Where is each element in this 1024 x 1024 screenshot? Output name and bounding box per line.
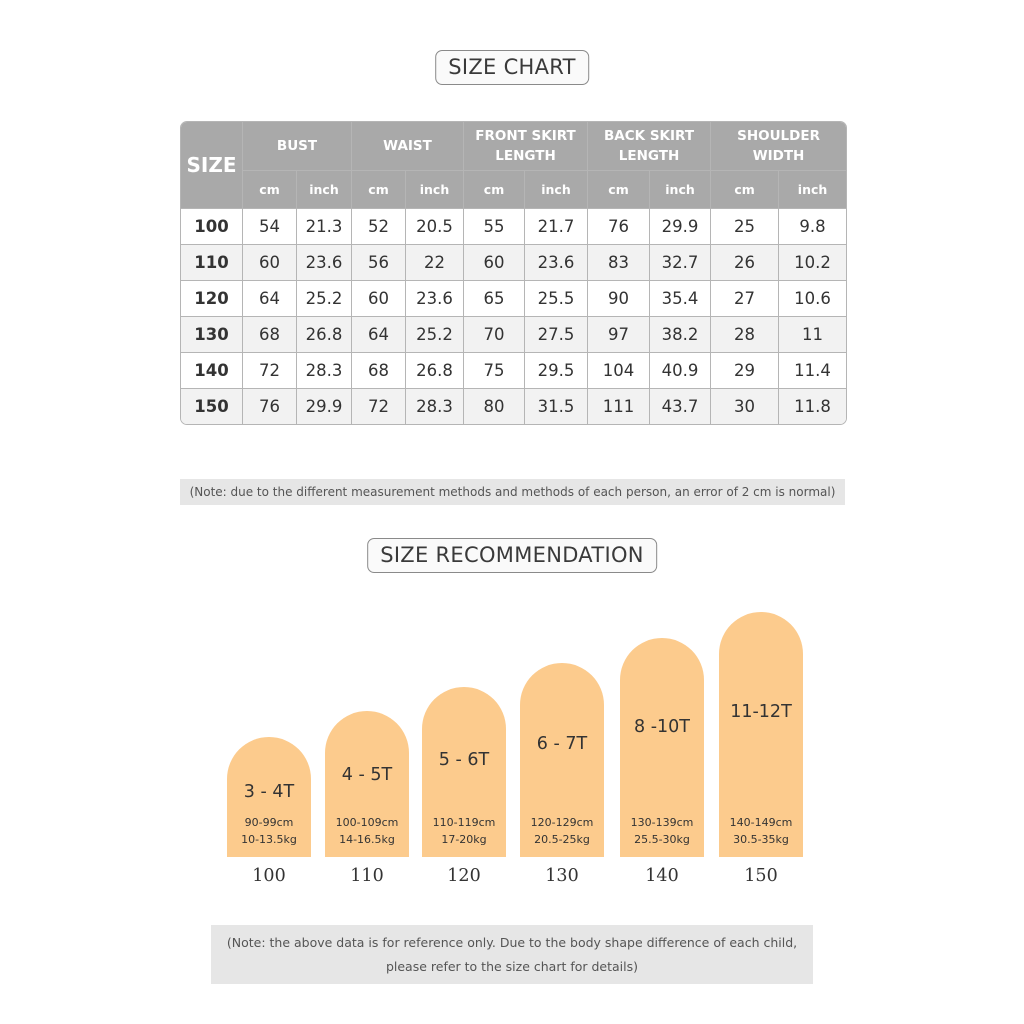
table-cell: 64 bbox=[352, 317, 406, 353]
size-number-label: 130 bbox=[545, 866, 579, 886]
table-cell: 40.9 bbox=[650, 353, 711, 389]
table-cell: 60 bbox=[352, 281, 406, 317]
unit-cm-header: cm bbox=[352, 171, 406, 209]
unit-inch-header: inch bbox=[406, 171, 464, 209]
table-cell: 104 bbox=[588, 353, 650, 389]
age-range-label: 6 - 7T bbox=[536, 734, 588, 754]
table-cell: 60 bbox=[464, 245, 525, 281]
table-cell: 25 bbox=[711, 209, 779, 245]
height-range: 130-139cm bbox=[630, 816, 694, 829]
unit-inch-header: inch bbox=[297, 171, 352, 209]
table-cell: 55 bbox=[464, 209, 525, 245]
table-cell: 38.2 bbox=[650, 317, 711, 353]
size-cell: 110 bbox=[181, 245, 243, 281]
size-number-label: 150 bbox=[744, 866, 778, 886]
table-cell: 60 bbox=[243, 245, 297, 281]
shoulder-width-header: SHOULDER WIDTH bbox=[711, 122, 846, 171]
weight-range: 17-20kg bbox=[441, 833, 487, 846]
table-row bbox=[181, 353, 846, 389]
table-cell: 21.7 bbox=[525, 209, 588, 245]
table-cell: 29.5 bbox=[525, 353, 588, 389]
table-cell: 21.3 bbox=[297, 209, 352, 245]
table-cell: 68 bbox=[243, 317, 297, 353]
size-cell: 140 bbox=[181, 353, 243, 389]
table-cell: 111 bbox=[588, 389, 650, 424]
table-cell: 27 bbox=[711, 281, 779, 317]
table-cell: 25.2 bbox=[406, 317, 464, 353]
table-cell: 26 bbox=[711, 245, 779, 281]
height-range: 110-119cm bbox=[432, 816, 496, 829]
unit-cm-header: cm bbox=[243, 171, 297, 209]
age-range-label: 11-12T bbox=[730, 702, 792, 722]
table-cell: 9.8 bbox=[779, 209, 846, 245]
weight-range: 20.5-25kg bbox=[534, 833, 590, 846]
table-row bbox=[181, 245, 846, 281]
table-cell: 52 bbox=[352, 209, 406, 245]
table-cell: 29 bbox=[711, 353, 779, 389]
table-cell: 28 bbox=[711, 317, 779, 353]
table-cell: 76 bbox=[243, 389, 297, 424]
height-weight-label bbox=[422, 814, 506, 848]
table-cell: 30 bbox=[711, 389, 779, 424]
table-cell: 20.5 bbox=[406, 209, 464, 245]
table-row bbox=[181, 389, 846, 424]
size-number-label: 100 bbox=[252, 866, 286, 886]
age-range-label: 3 - 4T bbox=[243, 782, 295, 802]
table-cell: 26.8 bbox=[297, 317, 352, 353]
height-weight-label bbox=[325, 814, 409, 848]
table-cell: 11.4 bbox=[779, 353, 846, 389]
reference-note bbox=[211, 925, 813, 984]
table-cell: 27.5 bbox=[525, 317, 588, 353]
table-cell: 64 bbox=[243, 281, 297, 317]
weight-range: 14-16.5kg bbox=[339, 833, 395, 846]
table-cell: 23.6 bbox=[406, 281, 464, 317]
table-cell: 72 bbox=[352, 389, 406, 424]
unit-inch-header: inch bbox=[525, 171, 588, 209]
table-cell: 54 bbox=[243, 209, 297, 245]
table-cell: 25.5 bbox=[525, 281, 588, 317]
weight-range: 10-13.5kg bbox=[241, 833, 297, 846]
table-row bbox=[181, 317, 846, 353]
table-cell: 75 bbox=[464, 353, 525, 389]
table-cell: 35.4 bbox=[650, 281, 711, 317]
height-weight-label bbox=[520, 814, 604, 848]
size-column-header: SIZE bbox=[181, 122, 243, 209]
height-weight-label bbox=[719, 814, 803, 848]
table-cell: 29.9 bbox=[650, 209, 711, 245]
table-cell: 76 bbox=[588, 209, 650, 245]
table-cell: 26.8 bbox=[406, 353, 464, 389]
table-cell: 29.9 bbox=[297, 389, 352, 424]
unit-inch-header: inch bbox=[650, 171, 711, 209]
table-cell: 31.5 bbox=[525, 389, 588, 424]
waist-header: WAIST bbox=[352, 122, 464, 171]
reference-note-line-1: (Note: the above data is for reference only. Due to the body shape difference of each child, bbox=[226, 935, 798, 950]
measurement-note: (Note: due to the different measurement methods and methods of each person, an error of 2 cm is normal) bbox=[180, 479, 845, 505]
unit-cm-header: cm bbox=[464, 171, 525, 209]
size-number-label: 140 bbox=[645, 866, 679, 886]
height-range: 120-129cm bbox=[530, 816, 594, 829]
table-cell: 23.6 bbox=[297, 245, 352, 281]
unit-inch-header: inch bbox=[779, 171, 846, 209]
height-weight-label bbox=[227, 814, 311, 848]
height-range: 140-149cm bbox=[729, 816, 793, 829]
height-range: 100-109cm bbox=[335, 816, 399, 829]
table-cell: 56 bbox=[352, 245, 406, 281]
table-cell: 80 bbox=[464, 389, 525, 424]
front-skirt-length-header: FRONT SKIRT LENGTH bbox=[464, 122, 588, 171]
table-row bbox=[181, 281, 846, 317]
bust-header: BUST bbox=[243, 122, 352, 171]
table-cell: 90 bbox=[588, 281, 650, 317]
table-cell: 97 bbox=[588, 317, 650, 353]
table-cell: 28.3 bbox=[297, 353, 352, 389]
table-cell: 11 bbox=[779, 317, 846, 353]
back-skirt-length-header: BACK SKIRT LENGTH bbox=[588, 122, 711, 171]
table-cell: 70 bbox=[464, 317, 525, 353]
weight-range: 30.5-35kg bbox=[733, 833, 789, 846]
size-cell: 120 bbox=[181, 281, 243, 317]
table-cell: 65 bbox=[464, 281, 525, 317]
table-cell: 10.2 bbox=[779, 245, 846, 281]
age-range-label: 4 - 5T bbox=[341, 765, 393, 785]
unit-cm-header: cm bbox=[588, 171, 650, 209]
height-weight-label bbox=[620, 814, 704, 848]
size-chart-table bbox=[180, 121, 847, 425]
weight-range: 25.5-30kg bbox=[634, 833, 690, 846]
table-cell: 11.8 bbox=[779, 389, 846, 424]
table-cell: 28.3 bbox=[406, 389, 464, 424]
table-cell: 32.7 bbox=[650, 245, 711, 281]
size-chart-title: SIZE CHART bbox=[435, 50, 589, 85]
table-cell: 83 bbox=[588, 245, 650, 281]
age-range-label: 8 -10T bbox=[634, 717, 690, 737]
unit-cm-header: cm bbox=[711, 171, 779, 209]
table-cell: 43.7 bbox=[650, 389, 711, 424]
size-cell: 130 bbox=[181, 317, 243, 353]
table-cell: 10.6 bbox=[779, 281, 846, 317]
table-cell: 22 bbox=[406, 245, 464, 281]
table-cell: 68 bbox=[352, 353, 406, 389]
age-range-label: 5 - 6T bbox=[438, 750, 490, 770]
size-number-label: 120 bbox=[447, 866, 481, 886]
size-cell: 150 bbox=[181, 389, 243, 424]
size-recommendation-title: SIZE RECOMMENDATION bbox=[367, 538, 657, 573]
size-number-label: 110 bbox=[350, 866, 384, 886]
reference-note-line-2: please refer to the size chart for details) bbox=[385, 959, 639, 974]
table-cell: 72 bbox=[243, 353, 297, 389]
table-cell: 25.2 bbox=[297, 281, 352, 317]
table-cell: 23.6 bbox=[525, 245, 588, 281]
height-range: 90-99cm bbox=[244, 816, 294, 829]
size-cell: 100 bbox=[181, 209, 243, 245]
table-row bbox=[181, 209, 846, 245]
